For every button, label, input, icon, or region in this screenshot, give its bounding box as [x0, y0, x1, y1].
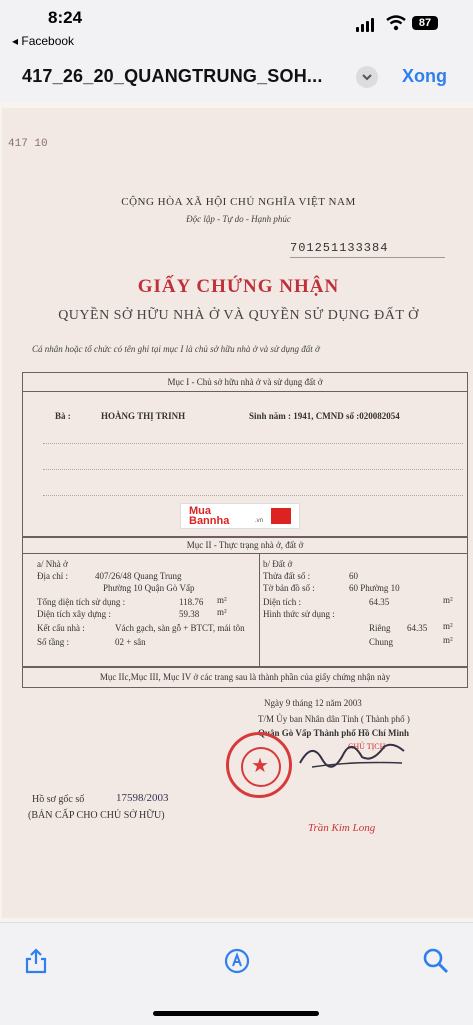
record-number: 17598/2003 — [116, 792, 169, 804]
watermark-logo: Mua Bannha .vn — [180, 503, 300, 529]
structure-value: Vách gạch, sàn gỗ + BTCT, mái tôn — [115, 623, 245, 633]
chevron-down-icon — [356, 66, 378, 88]
done-button[interactable]: Xong — [402, 66, 447, 86]
document-viewer[interactable] — [0, 102, 473, 922]
issue-date: Ngày 9 tháng 12 năm 2003 — [264, 698, 362, 708]
back-to-app-link[interactable]: ◂ Facebook — [12, 34, 75, 48]
document-nav-bar — [0, 52, 473, 102]
chairman-title: CHỦ TỊCH — [348, 742, 386, 751]
map-value: 60 Phường 10 — [349, 583, 400, 593]
appendix-note: Mục IIc,Mục III, Mục IV ở các trang sau là thành phần của giấy chứng nhận này — [22, 666, 468, 688]
national-motto: Độc lập - Tự do - Hạnh phúc — [186, 214, 291, 224]
floor-area-value: 118.76 — [179, 597, 204, 607]
building-icon — [271, 508, 291, 524]
bottom-toolbar — [0, 922, 473, 1025]
intro-text: Cá nhân hoặc tổ chức có tên ghi tại mục I là chủ sở hữu nhà ở và sử dụng đất ở — [32, 344, 320, 354]
status-time: 8:24 — [48, 8, 83, 27]
section-property: Mục II - Thực trạng nhà ở, đất ở a/ Nhà ở Địa chỉ : 407/26/48 Quang Trung Phường 10 Quận Gò Vấp Tổng diện tích sử dụng : 118.76 m² Diện tích xây dựng : 59.38 m² Kết cấu nhà : Vách gạch, sàn gỗ + BTCT, mái tôn Số tầng : 02 + sân b/ Đất ở Thửa đất số : 60 Tờ bản đồ số : 60 Phường 10 Diện tích : 64.35 m² Hình thức sử dụng : Riêng 64.35 m² Chung m² — [22, 536, 468, 668]
issued-to: (BẢN CẤP CHO CHỦ SỞ HỮU) — [28, 810, 165, 821]
document-title: 417_26_20_QUANGTRUNG_SOH... — [22, 66, 323, 86]
title-menu-button[interactable] — [356, 66, 378, 88]
star-icon: ★ — [251, 755, 269, 777]
parcel-value: 60 — [349, 571, 358, 581]
column-divider — [259, 553, 260, 667]
address-value: 407/26/48 Quang Trung — [95, 571, 182, 581]
share-icon[interactable] — [22, 947, 50, 975]
owner-name: HOÀNG THỊ TRINH — [101, 411, 186, 421]
signer-name: Trần Kim Long — [308, 822, 376, 834]
build-area-value: 59.38 — [179, 609, 200, 619]
cellular-signal-icon — [356, 18, 378, 32]
floors-value: 02 + sân — [115, 637, 146, 647]
blank-line — [43, 469, 463, 470]
serial-number: 701251133384 — [290, 241, 445, 258]
republic-heading: CỘNG HÒA XÃ HỘI CHỦ NGHĨA VIỆT NAM — [121, 196, 356, 208]
signature-icon — [292, 733, 412, 773]
wifi-icon — [386, 15, 406, 31]
owner-birth-id: Sinh năm : 1941, CMND số :020082054 — [249, 411, 400, 421]
search-icon[interactable] — [422, 947, 450, 975]
section-owner-header: Mục I - Chủ sở hữu nhà ở và sử dụng đất ở — [23, 373, 467, 392]
certificate-page — [2, 108, 473, 918]
section-property-header: Mục II - Thực trạng nhà ở, đất ở — [23, 537, 467, 554]
markup-icon[interactable] — [223, 947, 251, 975]
blank-line — [43, 495, 463, 496]
certificate-subtitle: QUYỀN SỞ HỮU NHÀ Ở VÀ QUYỀN SỬ DỤNG ĐẤT Ở — [58, 308, 419, 323]
authority-line: T/M Ủy ban Nhân dân Tỉnh ( Thành phố ) — [258, 714, 410, 724]
blank-line — [43, 443, 463, 444]
authority-district: Quận Gò Vấp Thành phố Hồ Chí Minh — [258, 728, 409, 738]
land-area-value: 64.35 — [369, 597, 390, 607]
battery-indicator: 87 — [412, 16, 438, 30]
official-seal — [226, 732, 292, 798]
record-label: Hồ sơ gốc số — [32, 794, 85, 805]
certificate-title: GIẤY CHỨNG NHẬN — [137, 276, 340, 297]
owner-prefix: Bà : — [55, 411, 71, 421]
status-bar — [0, 0, 473, 48]
private-area-value: 64.35 — [407, 623, 428, 633]
handwritten-note: 417 10 — [8, 138, 48, 150]
home-indicator[interactable] — [153, 1011, 319, 1016]
